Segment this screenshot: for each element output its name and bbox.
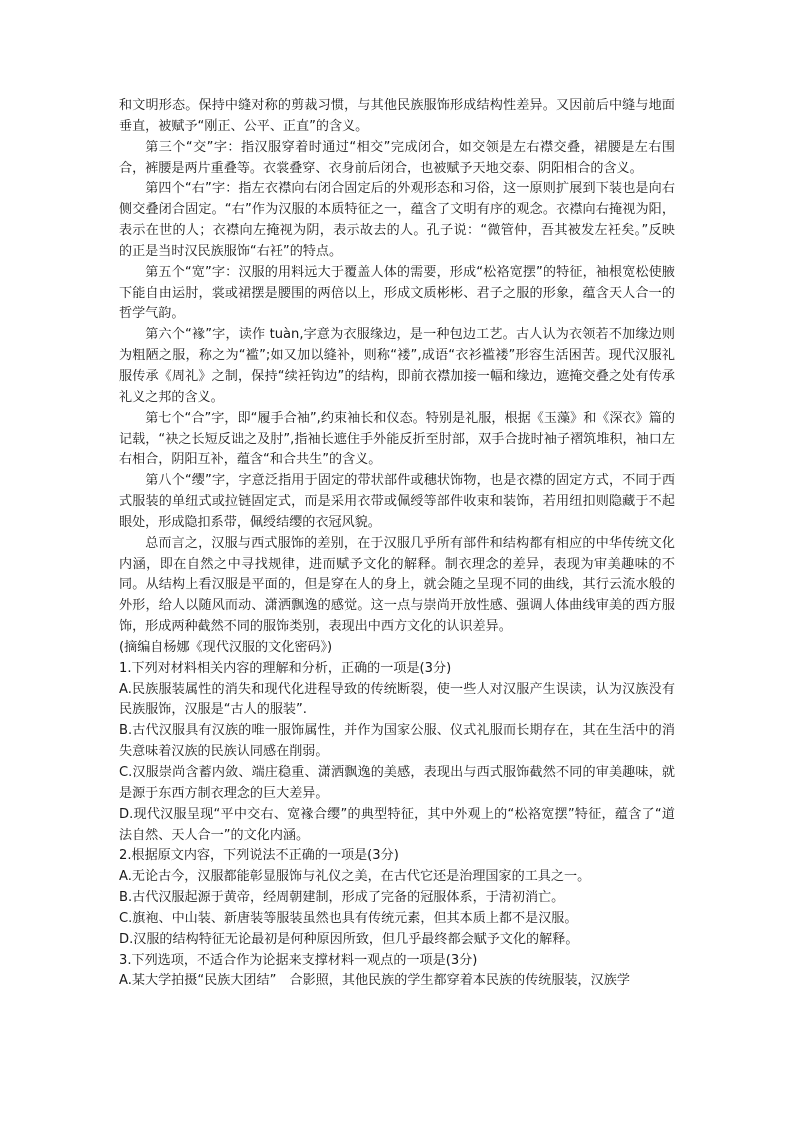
question-1-option-a: A.民族服装属性的消失和现代化进程导致的传统断裂，使一些人对汉服产生误读，认为汉族没有民族服饰，汉服是“古人的服装”. <box>119 681 675 718</box>
question-1-stem: 1.下列对材料相关内容的理解和分析，正确的一项是(3分) <box>119 660 452 676</box>
question-2-option-c: C.旗袍、中山装、新唐装等服装虽然也具有传统元素，但其本质上都不是汉服。 <box>119 910 578 926</box>
paragraph: 第五个“宽”字：汉服的用料远大于覆盖人体的需要，形成“松袼宽摆”的特征，袖根宽松使腋下能自由运肘，裳或裙摆是腰围的两倍以上，形成文质彬彬、君子之服的形象，蕴含天人合一的哲学气韵。 <box>119 264 675 322</box>
paragraph: 第三个“交”字：指汉服穿着时通过“相交”完成闭合，如交领是左右襟交叠，裙腰是左右围合，裤腰是两片重叠等。衣裳叠穿、衣身前后闭合，也被赋予天地交泰、阴阳相合的含义。 <box>119 139 675 176</box>
paragraph: 总而言之，汉服与西式服饰的差别，在于汉服几乎所有部件和结构都有相应的中华传统文化内涵，即在自然之中寻找规律，进而赋予文化的解释。制衣理念的差异，表现为审美趣味的不同。从结构上看汉服是平面的，但是穿在人的身上，就会随之呈现不同的曲线，其行云流水般的外形，给人以随风而动、潇洒飘逸的感觉。这一点与崇尚开放性感、强调人体曲线审美的西方服饰，形成两种截然不同的服饰类别，表现出中西方文化的认识差异。 <box>119 535 675 635</box>
question-2-option-b: B.古代汉服起源于黄帝，经周朝建制，形成了完备的冠服体系，于清初消亡。 <box>119 890 565 906</box>
question-2-stem: 2.根据原文内容，下列说法不正确的一项是(3分) <box>119 848 399 864</box>
document-page <box>119 96 675 992</box>
question-2-option-a: A.无论古今，汉服都能彰显服饰与礼仪之美，在古代它还是治理国家的工具之一。 <box>119 869 591 885</box>
paragraph: 第八个“缨”字，字意泛指用于固定的带状部件或穗状饰物，也是衣襟的固定方式，不同于西式服装的单纽式或拉链固定式，而是采用衣带或佩绶等部件收束和装饰，若用纽扣则隐藏于不起眼处，形成隐扣系带，佩绶结缨的衣冠风貌。 <box>119 473 675 530</box>
source-citation: (摘编自杨娜《现代汉服的文化密码》) <box>119 639 333 655</box>
question-3-option-a: A.某大学拍摄“民族大团结” 合影照，其他民族的学生都穿着本民族的传统服装，汉族学 <box>119 973 630 989</box>
question-1-option-d: D.现代汉服呈现“平中交右、宽褖合缨”的典型特征，其中外观上的“松袼宽摆”特征，蕴含了“道法自然、天人合一”的文化内涵。 <box>119 806 675 843</box>
question-3-stem: 3.下列选项，不适合作为论据来支撑材料一观点的一项是(3分) <box>119 952 478 968</box>
paragraph: 第六个“褖”字，读作 tuàn,字意为衣服缘边，是一种包边工艺。古人认为衣领若不加缘边则为粗陋之服，称之为“褴”;如又加以缝补，则称“褛”,成语“衣衫褴褛”形容生活困苦。现代汉服礼服传承《周礼》之制，保持“续衽钩边”的结构，即前衣襟加接一幅和缘边，遮掩交叠之处有传承礼义之邦的含义。 <box>119 327 675 405</box>
question-1-option-c: C.汉服崇尚含蓄内敛、端庄稳重、潇洒飘逸的美感，表现出与西式服饰截然不同的审美趣味，就是源于东西方制衣理念的巨大差异。 <box>119 765 675 801</box>
paragraph: 第四个“右”字：指左衣襟向右闭合固定后的外观形态和习俗，这一原则扩展到下装也是向右侧交叠闭合固定。“右”作为汉服的本质特征之一，蕴含了文明有序的观念。衣襟向右掩视为阳，表示在世的人；衣襟向左掩视为阴，表示故去的人。孔子说：“微管仲，吾其被发左衽矣。”反映的正是当时汉民族服饰“右衽”的特点。 <box>119 181 675 259</box>
paragraph: 和文明形态。保持中缝对称的剪裁习惯，与其他民族服饰形成结构性差异。又因前后中缝与地面垂直，被赋予“刚正、公平、正直”的含义。 <box>119 98 675 134</box>
question-1-option-b: B.古代汉服具有汉族的唯一服饰属性，并作为国家公服、仪式礼服而长期存在，其在生活中的消失意味着汉族的民族认同感在削弱。 <box>119 723 675 760</box>
question-2-option-d: D.汉服的结构特征无论最初是何种原因所致，但几乎最终都会赋予文化的解释。 <box>119 931 579 947</box>
paragraph: 第七个“合”字，即“履手合袖”,约束袖长和仪态。特别是礼服，根据《玉藻》和《深衣》篇的记载，“袂之长短反诎之及肘”,指袖长遮住手外能反折至肘部，双手合拢时袖子褶筑堆积，袖口左右相合，阴阳互补，蕴含“和合共生”的含义。 <box>119 410 675 468</box>
